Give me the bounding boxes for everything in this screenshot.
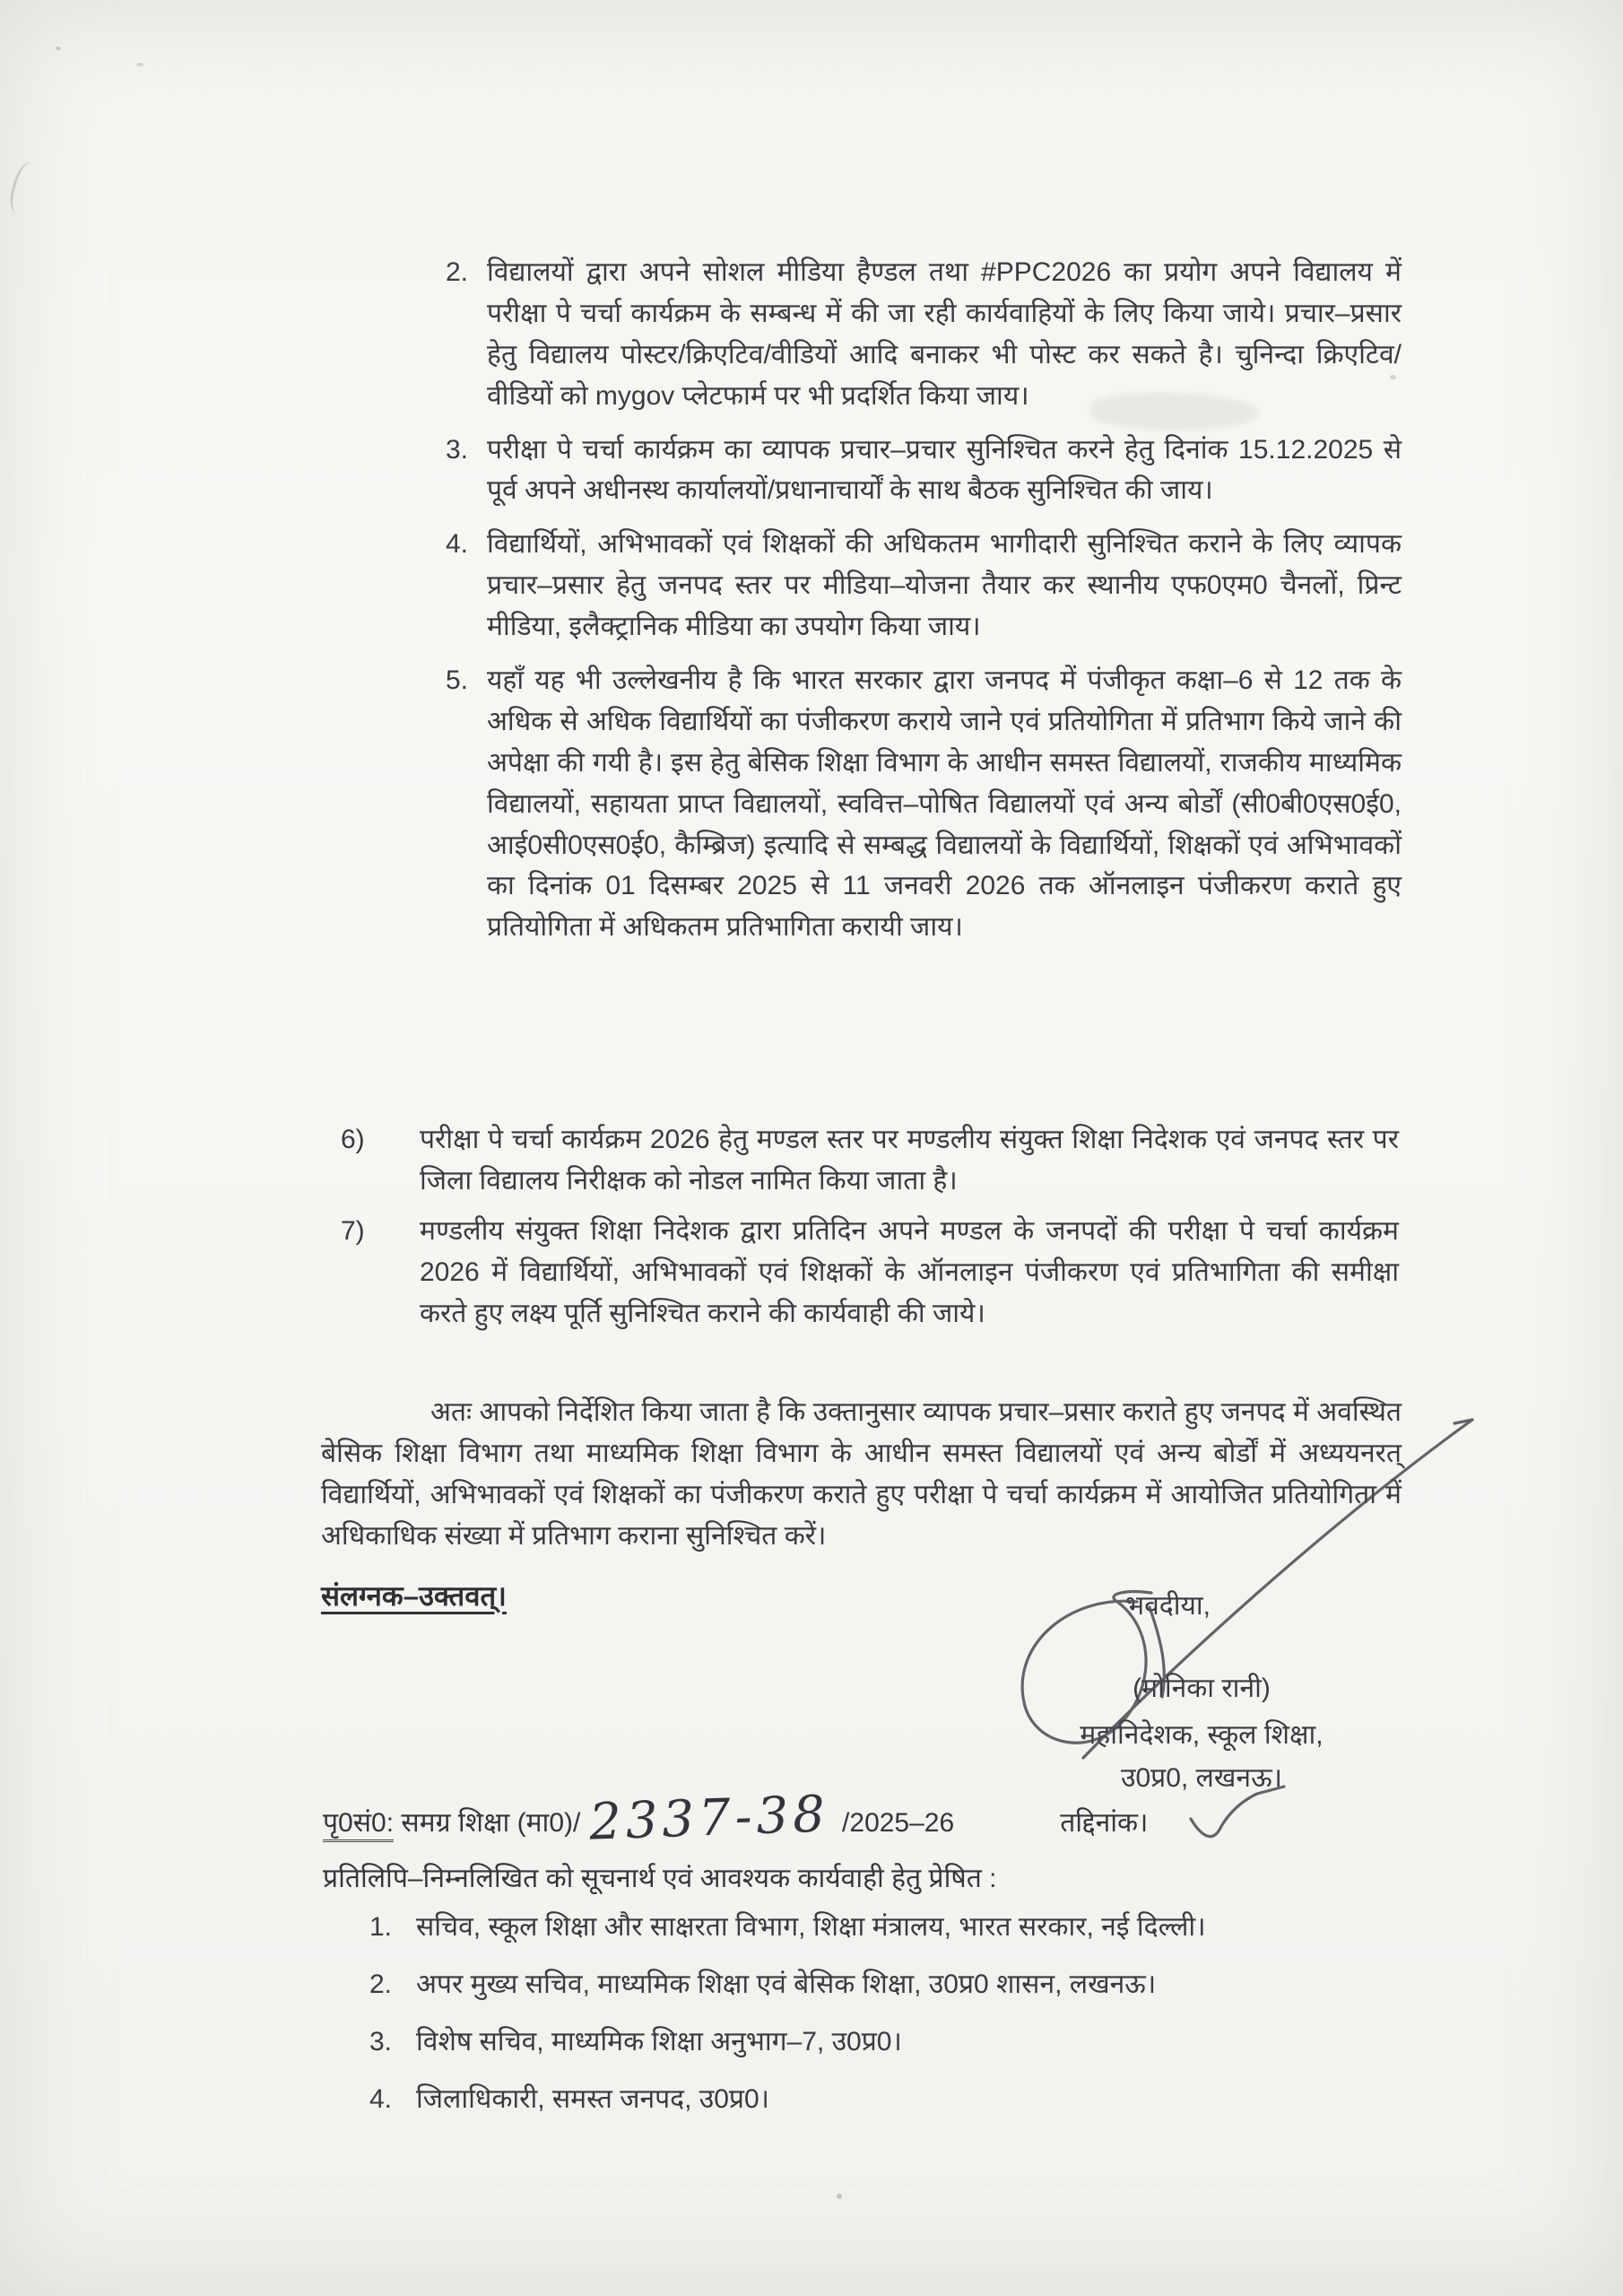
scan-artifact-curve: [6, 159, 45, 217]
list-item: [446, 524, 1402, 648]
copy-list-item: [369, 1907, 1499, 1948]
list-item-text: विशेष सचिव, माध्यमिक शिक्षा अनुभाग–7, उ0प्र0।: [416, 2026, 902, 2057]
handwritten-dispatch-number: 2337-38: [588, 1785, 831, 1852]
list-item: [446, 430, 1402, 512]
list-item-text: जिलाधिकारी, समस्त जनपद, उ0प्र0।: [416, 2083, 770, 2114]
scan-speck: [136, 63, 143, 66]
enclosure-note: संलग्नक–उक्तवत्।: [321, 1580, 507, 1612]
list-item-number: 4.: [446, 529, 469, 560]
list-item-text: विद्यार्थियों, अभिभावकों एवं शिक्षकों की अधिकतम भागीदारी सुनिश्चित कराने के लिए व्यापक प्रचार–प्रसार हेतु जनपद स्तर पर मीडिया–योजना तैयार कर स्थानीय एफ0एम0 चैनलों, प्रिन्ट मीडिया, इलैक्ट्रानिक मीडिया का उपयोग किया जाय।: [487, 529, 1402, 642]
reference-label: पृ0सं0:: [323, 1808, 394, 1842]
list-item: [341, 1119, 1399, 1202]
scan-speck: [56, 47, 61, 50]
signatory-name: (मोनिका रानी): [1133, 1674, 1271, 1703]
closing-paragraph: अतः आपको निर्देशित किया जाता है कि उक्तानुसार व्यापक प्रचार–प्रसार कराते हुए जनपद में अवस्थित बेसिक शिक्षा विभाग तथा माध्यमिक शिक्षा विभाग के आधीन समस्त विद्यालयों एवं अन्य बोर्डों में अध्ययनरत् विद्यार्थियों, अभिभावकों एवं शिक्षकों का पंजीकरण कराते हुए परीक्षा पे चर्चा कार्यक्रम में आयोजित प्रतियोगिता में अधिकाधिक संख्या में प्रतिभाग कराना सुनिश्चित करें।: [321, 1397, 1402, 1551]
signatory-designation: महानिदेशक, स्कूल शिक्षा,: [1080, 1720, 1324, 1750]
list-item-text: यहाँ यह भी उल्लेखनीय है कि भारत सरकार द्वारा जनपद में पंजीकृत कक्षा–6 से 12 तक के अधिक से अधिक विद्यार्थियों का पंजीकरण कराये जाने एवं प्रतियोगिता में प्रतिभाग किये जाने की अपेक्षा की गयी है। इस हेतु बेसिक शिक्षा विभाग के आधीन समस्त विद्यालयों, राजकीय माध्यमिक विद्यालयों, सहायता प्राप्त विद्यालयों, स्ववित्त–पोषित विद्यालयों एवं अन्य बोर्डों (सी0बी0एस0ई0, आई0सी0एस0ई0, कैम्ब्रिज) इत्यादि से सम्बद्ध विद्यालयों के विद्यार्थियों, शिक्षकों एवं अभिभावकों का दिनांक 01 दिसम्बर 2025 से 11 जनवरी 2026 तक ऑनलाइन पंजीकरण कराते हुए प्रतियोगिता में अधिकतम प्रतिभागिता करायी जाय।: [487, 665, 1402, 943]
list-item-number: 4.: [369, 2083, 393, 2114]
list-item-number: 1.: [369, 1912, 393, 1942]
list-item-text: परीक्षा पे चर्चा कार्यक्रम 2026 हेतु मण्डल स्तर पर मण्डलीय संयुक्त शिक्षा निदेशक एवं जनपद स्तर पर जिला विद्यालय निरीक्षक को नोडल नामित किया जाता है।: [420, 1125, 1399, 1196]
list-item-number: 7): [341, 1215, 365, 1246]
list-item-number: 5.: [446, 665, 469, 696]
list-item-number: 2.: [446, 257, 469, 287]
list-item-number: 2.: [369, 1969, 393, 1999]
copy-heading: प्रतिलिपि–निम्नलिखित को सूचनार्थ एवं आवश्यक कार्यवाही हेतु प्रेषित :: [323, 1864, 997, 1893]
reference-same-date: तद्दिनांक।: [1060, 1808, 1149, 1838]
reference-suffix: /2025–26: [842, 1808, 955, 1838]
list-item: [446, 660, 1402, 948]
list-item-text: परीक्षा पे चर्चा कार्यक्रम का व्यापक प्रचार–प्रचार सुनिश्चित करने हेतु दिनांक 15.12.2025 से पूर्व अपने अधीनस्थ कार्यालयों/प्रधानाचार्यों के साथ बैठक सुनिश्चित की जाय।: [487, 434, 1402, 506]
list-item-text: विद्यालयों द्वारा अपने सोशल मीडिया हैण्डल तथा #PPC2026 का प्रयोग अपने विद्यालय में परीक्षा पे चर्चा कार्यक्रम के सम्बन्ध में की जा रही कार्यवाहियों के लिए किया जाये। प्रचार–प्रसार हेतु विद्यालय पोस्टर/क्रिएटिव/वीडियों आदि बनाकर भी पोस्ट कर सकते है। चुनिन्दा क्रिएटिव/वीडियों को mygov प्लेटफार्म पर भी प्रदर्शित किया जाय।: [487, 257, 1402, 411]
signature-stroke-tip: [1454, 1420, 1472, 1423]
list-item-text: मण्डलीय संयुक्त शिक्षा निदेशक द्वारा प्रतिदिन अपने मण्डल के जनपदों की परीक्षा पे चर्चा कार्यक्रम 2026 में विद्यार्थियों, अभिभावकों एवं शिक्षकों के ऑनलाइन पंजीकरण एवं प्रतिभागिता की समीक्षा करते हुए लक्ष्य पूर्ति सुनिश्चित कराने की कार्यवाही की जाये।: [420, 1215, 1399, 1328]
sub-numbered-list: [341, 1119, 1399, 1343]
list-item-number: 3.: [446, 434, 469, 465]
copy-list-item: [369, 1964, 1499, 2005]
list-item: [341, 1211, 1399, 1335]
list-item-number: 6): [341, 1125, 365, 1154]
signatory-place: उ0प्र0, लखनऊ।: [1121, 1763, 1282, 1793]
list-item-text: अपर मुख्य सचिव, माध्यमिक शिक्षा एवं बेसिक शिक्षा, उ0प्र0 शासन, लखनऊ।: [416, 1969, 1157, 1999]
main-numbered-list: [446, 252, 1402, 961]
copy-list: [369, 1907, 1499, 2136]
list-item-number: 3.: [369, 2026, 393, 2057]
reference-line: [323, 1785, 1444, 1852]
valediction: भवदीया,: [1125, 1591, 1211, 1621]
list-item: [446, 252, 1402, 417]
copy-list-item: [369, 2079, 1499, 2120]
reference-body: समग्र शिक्षा (मा0)/: [394, 1808, 581, 1838]
copy-list-item: [369, 2022, 1499, 2063]
list-item-text: सचिव, स्कूल शिक्षा और साक्षरता विभाग, शिक्षा मंत्रालय, भारत सरकार, नई दिल्ली।: [416, 1912, 1206, 1942]
scan-speck: [837, 2194, 842, 2199]
